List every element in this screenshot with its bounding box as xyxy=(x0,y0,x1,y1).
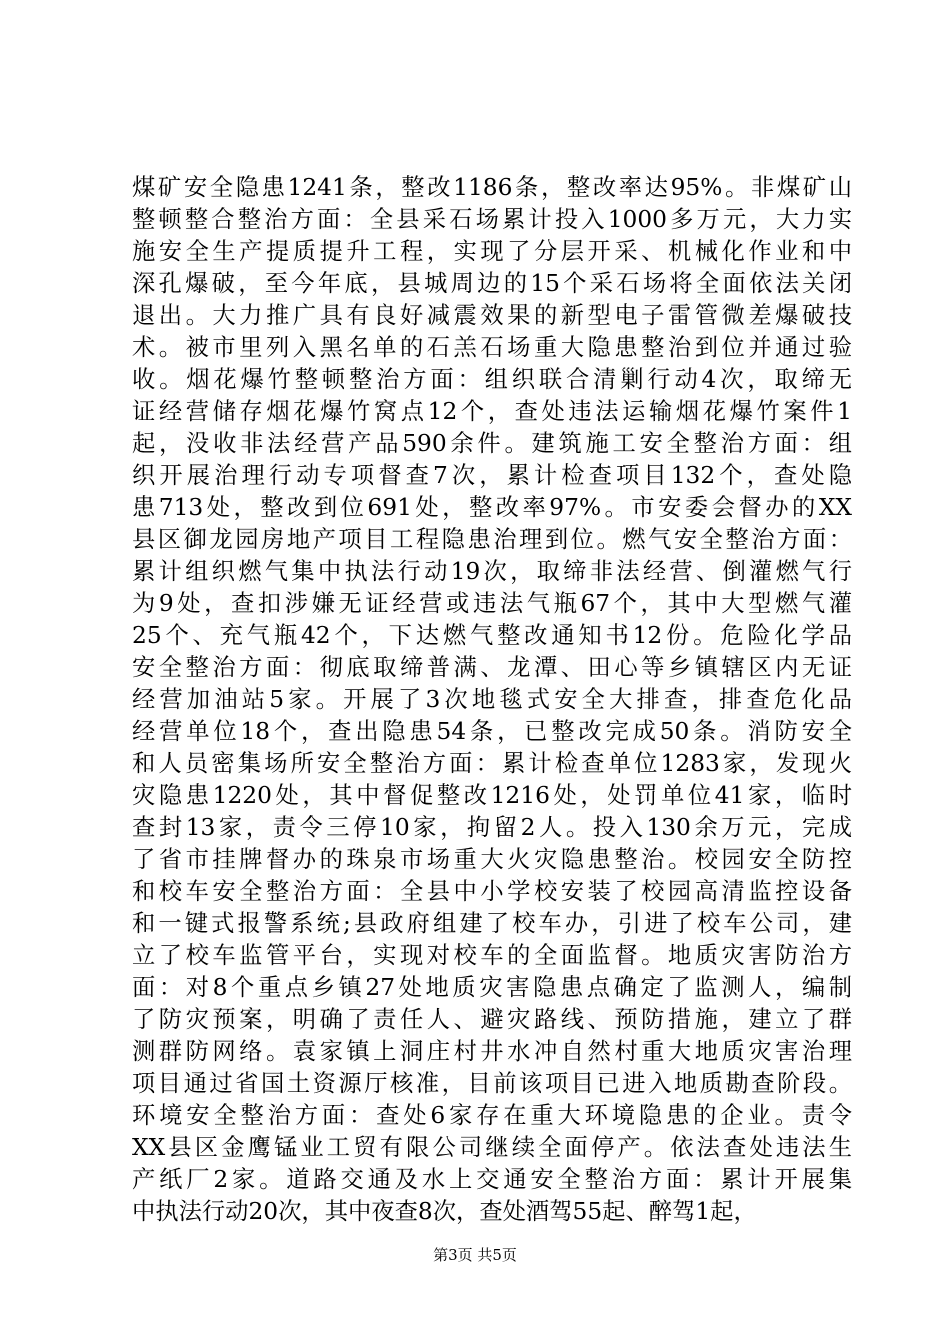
text-line: 了防灾预案，明确了责任人、避灾路线、预防措施，建立了群 xyxy=(132,1006,852,1033)
text-line: 灾隐患1220处，其中督促整改1216处，处罚单位41家，临时 xyxy=(132,782,852,809)
text-line: 25个、充气瓶42个，下达燃气整改通知书12份。危险化学品 xyxy=(132,622,852,649)
text-line: 累计组织燃气集中执法行动19次，取缔非法经营、倒灌燃气行 xyxy=(132,558,852,585)
text-line: 和一键式报警系统;县政府组建了校车办，引进了校车公司，建 xyxy=(132,910,852,937)
page-footer xyxy=(0,1245,950,1265)
text-line: 中执法行动20次，其中夜查8次，查处酒驾55起、醉驾1起， xyxy=(132,1198,757,1225)
document-body xyxy=(132,172,852,1228)
text-line: 为9处，查扣涉嫌无证经营或违法气瓶67个，其中大型燃气灌 xyxy=(132,590,852,617)
page-number-label: 第3页 共5页 xyxy=(433,1246,517,1264)
text-line: 查封13家，责令三停10家，拘留2人。投入130余万元，完成 xyxy=(132,814,852,841)
text-line: 织开展治理行动专项督查7次，累计检查项目132个，查处隐 xyxy=(132,462,852,489)
text-line: 立了校车监管平台，实现对校车的全面监督。地质灾害防治方 xyxy=(132,942,852,969)
text-line: 经营加油站5家。开展了3次地毯式安全大排查，排查危化品 xyxy=(132,686,852,713)
text-line: 煤矿安全隐患1241条，整改1186条，整改率达95%。非煤矿山 xyxy=(132,174,852,201)
text-line: 项目通过省国土资源厅核准，目前该项目已进入地质勘查阶段。 xyxy=(132,1070,852,1097)
text-line: 深孔爆破，至今年底，县城周边的15个采石场将全面依法关闭 xyxy=(132,270,852,297)
text-line: 整顿整合整治方面：全县采石场累计投入1000多万元，大力实 xyxy=(132,206,852,233)
text-line: 和人员密集场所安全整治方面：累计检查单位1283家，发现火 xyxy=(132,750,852,777)
text-line: 测群防网络。袁家镇上洞庄村井水冲自然村重大地质灾害治理 xyxy=(132,1038,852,1065)
text-line: 和校车安全整治方面：全县中小学校安装了校园高清监控设备 xyxy=(132,878,852,905)
text-line: 面：对8个重点乡镇27处地质灾害隐患点确定了监测人，编制 xyxy=(132,974,852,1001)
text-line: XX县区金鹰锰业工贸有限公司继续全面停产。依法查处违法生 xyxy=(132,1134,852,1161)
text-line: 证经营储存烟花爆竹窝点12个，查处违法运输烟花爆竹案件1 xyxy=(132,398,852,425)
text-line: 产纸厂2家。道路交通及水上交通安全整治方面：累计开展集 xyxy=(132,1166,852,1193)
text-line: 县区御龙园房地产项目工程隐患治理到位。燃气安全整治方面： xyxy=(132,526,852,553)
text-line: 起，没收非法经营产品590余件。建筑施工安全整治方面：组 xyxy=(132,430,852,457)
text-line: 环境安全整治方面：查处6家存在重大环境隐患的企业。责令 xyxy=(132,1102,852,1129)
text-line: 施安全生产提质提升工程，实现了分层开采、机械化作业和中 xyxy=(132,238,852,265)
text-line: 退出。大力推广具有良好减震效果的新型电子雷管微差爆破技 xyxy=(132,302,852,329)
text-line: 收。烟花爆竹整顿整治方面：组织联合清剿行动4次，取缔无 xyxy=(132,366,852,393)
text-line: 患713处，整改到位691处，整改率97%。市安委会督办的XX xyxy=(132,494,852,521)
text-line: 经营单位18个，查出隐患54条，已整改完成50条。消防安全 xyxy=(132,718,852,745)
text-line: 安全整治方面：彻底取缔普满、龙潭、田心等乡镇辖区内无证 xyxy=(132,654,852,681)
text-line: 术。被市里列入黑名单的石羔石场重大隐患整治到位并通过验 xyxy=(132,334,852,361)
text-line: 了省市挂牌督办的珠泉市场重大火灾隐患整治。校园安全防控 xyxy=(132,846,852,873)
